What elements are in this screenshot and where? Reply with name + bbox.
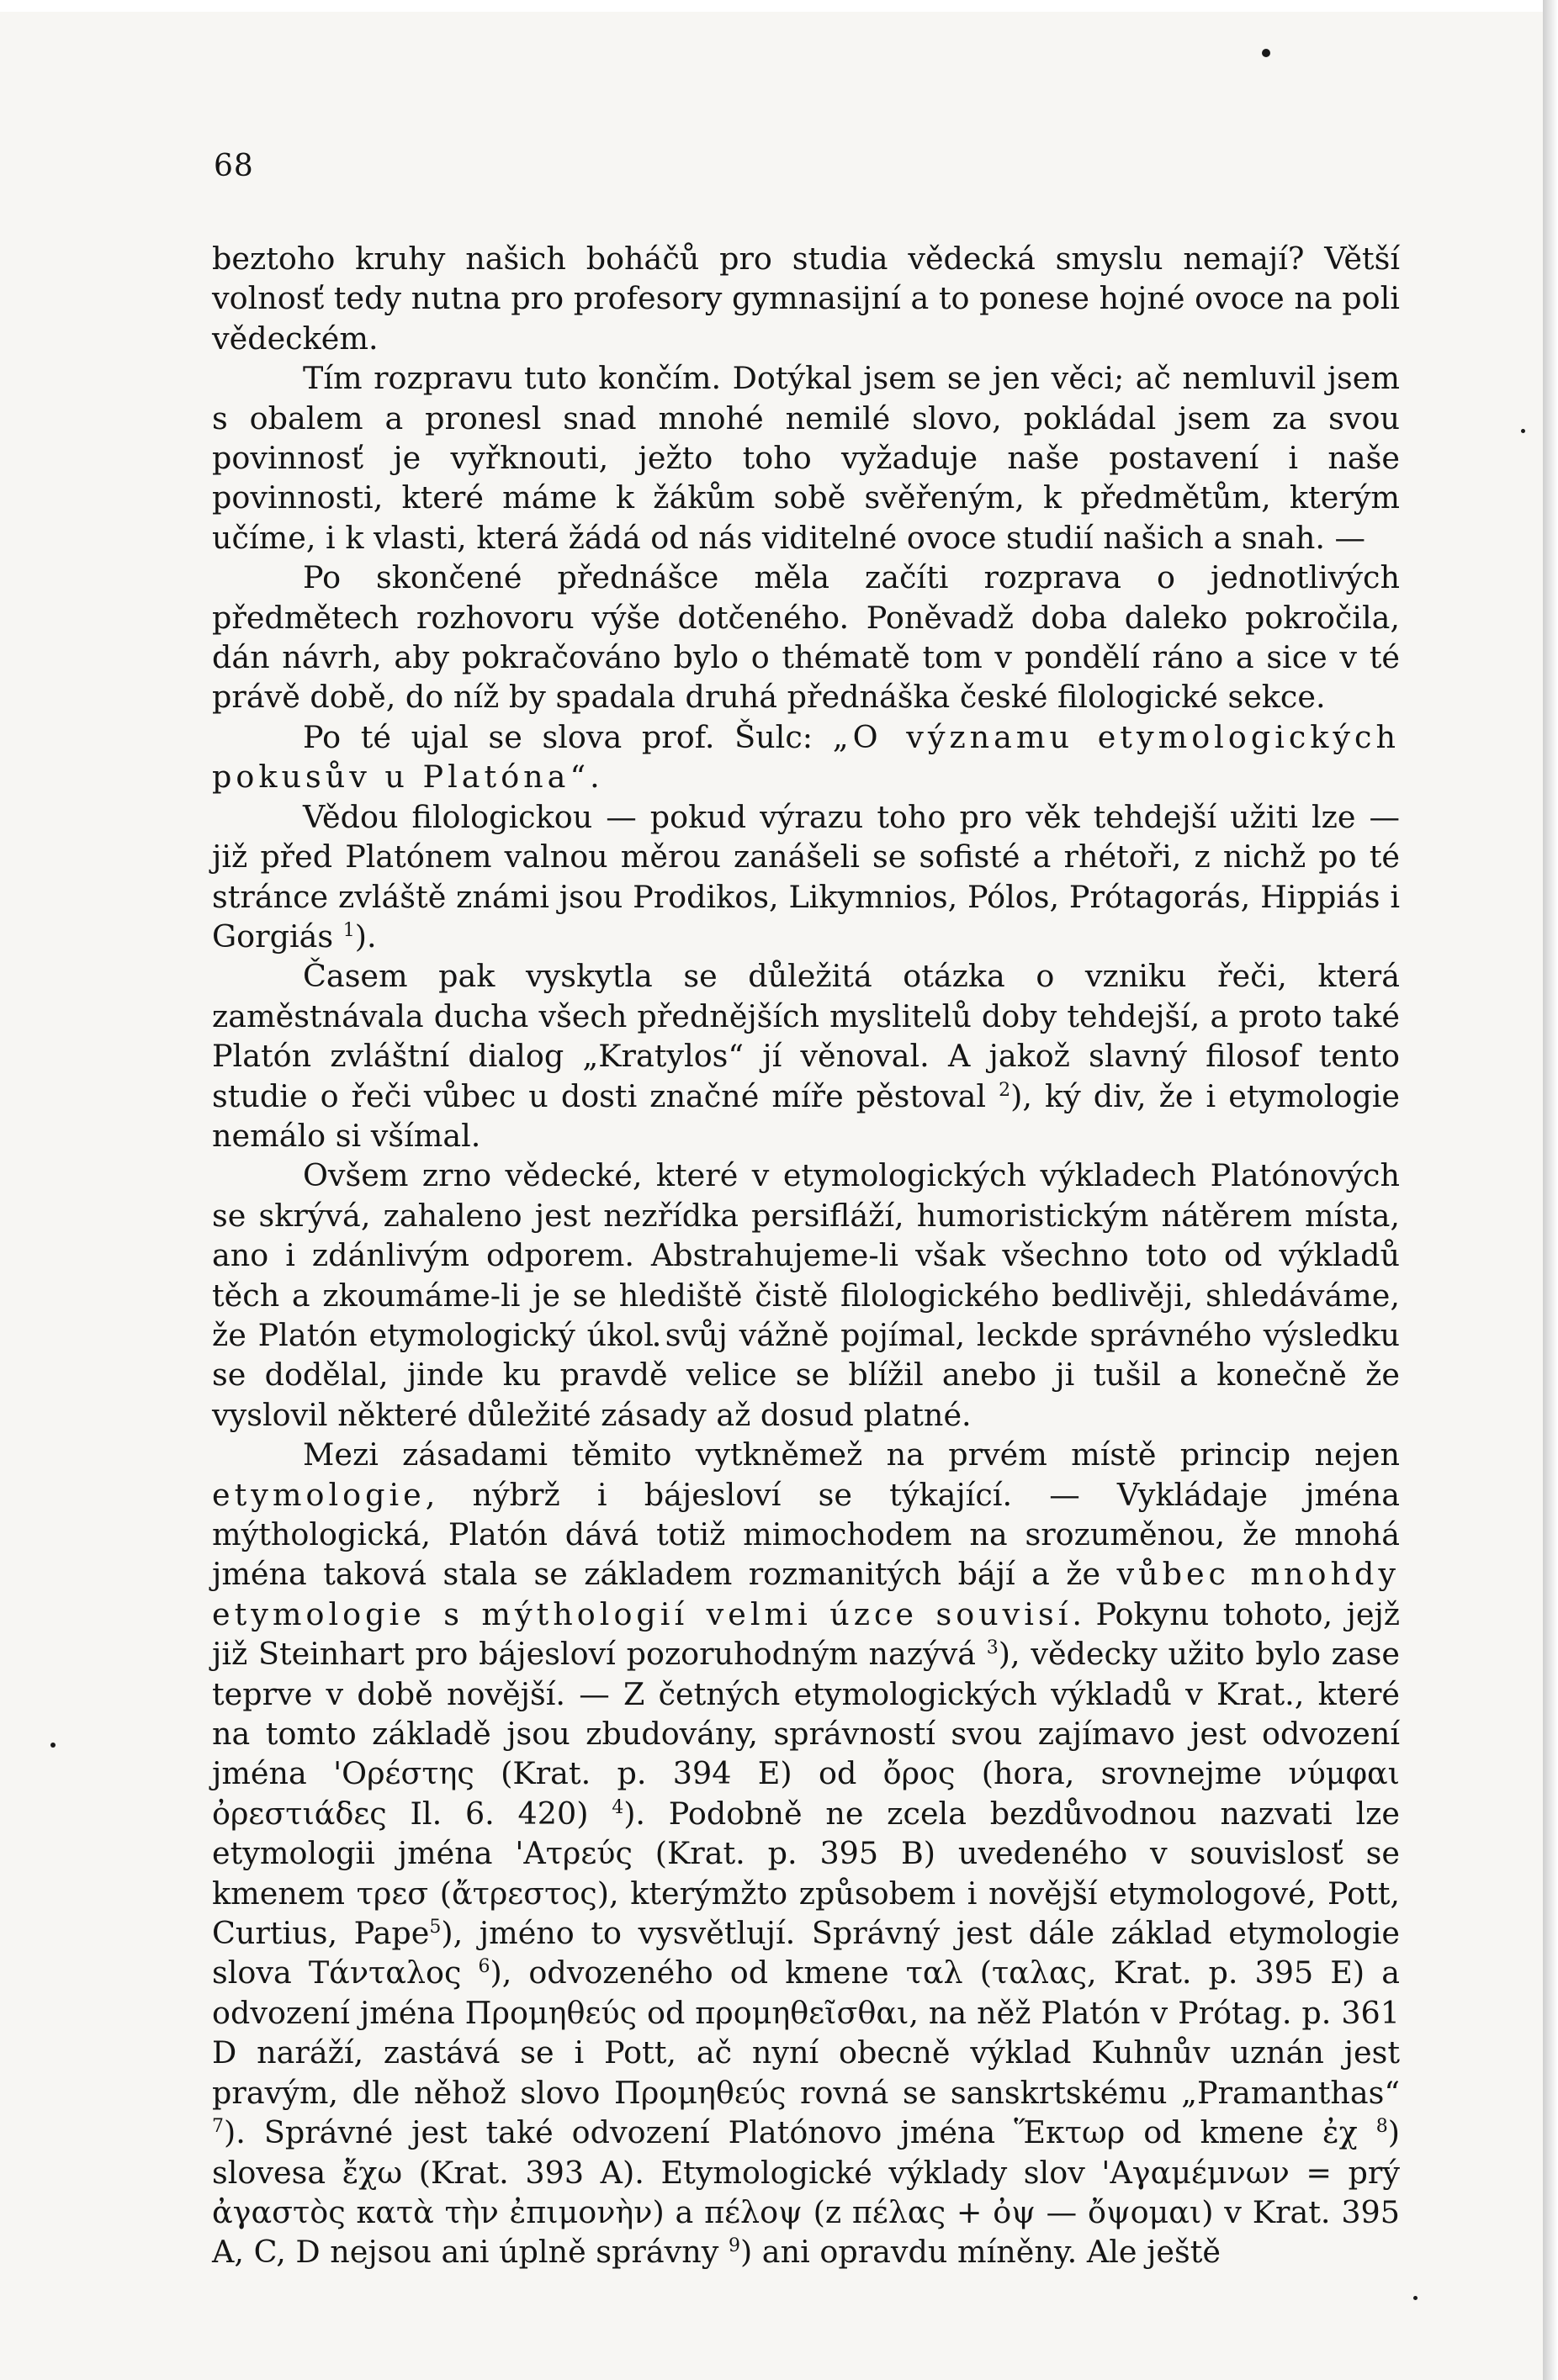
footnote-ref: 8 bbox=[1375, 2115, 1388, 2137]
footnote-ref: 6 bbox=[478, 1956, 490, 1978]
emphasis: vůbec mnohdy etymologie s mýthologií velmi úzce souvisí bbox=[212, 1556, 1400, 1632]
page-number: 68 bbox=[214, 149, 254, 183]
lecture-title: „O významu etymologických pokusův u Platóna“. bbox=[212, 718, 1400, 796]
footnote-ref: 1 bbox=[342, 919, 355, 941]
scan-right-edge bbox=[1543, 0, 1558, 2380]
footnote-ref: 5 bbox=[429, 1916, 442, 1938]
footnote-ref: 3 bbox=[986, 1637, 999, 1659]
footnote-ref: 2 bbox=[999, 1079, 1011, 1101]
paragraph: Vědou filologickou — pokud výrazu toho pro věk tehdejší užiti lze — již před Platónem valnou měrou zanášeli se sofisté a rhétoři, z nichž po té stránce zvláště známi jsou Prodikos, Likymnios, Pólos, Prótagorás, Hippiás i Gorgiás $^1$). bbox=[212, 798, 1400, 955]
emphasis: etymologie bbox=[212, 1476, 426, 1513]
ink-speck bbox=[1521, 429, 1525, 433]
ink-speck bbox=[50, 1743, 56, 1748]
paragraph: Časem pak vyskytla se důležitá otázka o vzniku řeči, která zaměstnávala ducha všech přednějších myslitelů doby tehdejší, a proto také Platón zvláštní dialog „Kratylos“ jí věnoval. A jakož slavný filosof tento studie o řeči vůbec u dosti značné míře pěstoval $^2$), ký div, že i etymologie nemálo si všímal. bbox=[212, 958, 1400, 1154]
footnote-ref: 4 bbox=[612, 1796, 624, 1818]
paragraph: beztoho kruhy našich boháčů pro studia vědecká smyslu nemají? Větší volnosť tedy nutna pro profesory gymnasijní a to ponese hojné ovoce na poli vědeckém. bbox=[212, 241, 1400, 357]
paragraph: Tím rozpravu tuto končím. Dotýkal jsem se jen věci; ač nemluvil jsem s obalem a pronesl snad mnohé nemilé slovo, pokládal jsem za svou povinnosť je vyřknouti, ježto toho vyžaduje naše postavení i naše povinnosti, které máme k žákům sobě svěřeným, k předmětům, kterým učíme, i k vlasti, která žádá od nás viditelné ovoce studií našich a snah. — bbox=[212, 360, 1400, 556]
scan-top-edge bbox=[0, 0, 1558, 12]
lecture-intro: Po té ujal se slova prof. Šulc: bbox=[303, 718, 833, 755]
footnote-ref: 9 bbox=[728, 2235, 740, 2257]
ink-speck bbox=[1262, 49, 1270, 57]
footnote-ref: 7 bbox=[212, 2115, 224, 2137]
lecture-announcement bbox=[212, 717, 1400, 797]
paragraph: Mezi zásadami těmito vytkněmež na prvém místě princip nejen etymologie, nýbrž i bájesloví se týkající. — Vykládaje jména mýthologická, Platón dává totiž mimochodem na srozuměnou, že mnohá jména taková stala se základem rozmanitých bájí a že vůbec mnohdy etymologie s mýthologií velmi úzce souvisí. Pokynu tohoto, jejž již Steinhart pro bájesloví pozoruhodným nazývá $^3$), vědecky užito bylo zase teprve v době novější. — Z četných etymologických výkladů v Krat., které na tomto základě jsou zbudovány, správností svou zajímavo jest odvození jména 'Ορέστης (Krat. p. 394 E) od ὄρος (hora, srovnejme νύμφαι ὀρεστιάδες Il. 6. 420) $^4$). Podobně ne zcela bezdůvodnou nazvati lze etymologii jména 'Ατρεύς (Krat. p. 395 B) uvedeného v souvislosť se kmenem τρεσ (ἄτρεστος), kterýmžto způsobem i novější etymologové, Pott, Curtius, Pape$^5$), jméno to vysvětlují. Správný jest dále základ etymologie slova Τάνταλος $^6$), odvozeného od kmene ταλ (ταλας, Krat. p. 395 E) a odvození jména Προμηθεύς od προμηθεῖσθαι, na něž Platón v Prótag. p. 361 D naráží, zastává se i Pott, ač nyní obecně výklad Kuhnův uznán jest pravým, dle něhož slovo Προμηθεύς rovná se sanskrtskému „Pramanthas“ $^7$). Správné jest také odvození Platónovo jména Ἕκτωρ od kmene ἐχ $^8$) slovesa ἔχω (Krat. 393 A). Etymologické výklady slov 'Αγαμέμνων = prý ἀγαστὸς κατὰ τὴν ἐπιμονὴν) a πέλοψ (z πέλας + ὀψ — ὄψομαι) v Krat. 395 A, C, D nejsou ani úplně správny $^9$) ani opravdu míněny. Ale ještě bbox=[212, 1436, 1401, 2271]
page-body bbox=[212, 239, 1400, 2272]
ink-speck bbox=[1413, 2296, 1418, 2300]
paragraph: Po skončené přednášce měla začíti rozprava o jednotlivých předmětech rozhovoru výše dotčeného. Poněvadž doba daleko pokročila, dán návrh, aby pokračováno bylo o thématě tom v pondělí ráno a sice v té právě době, do níž by spadala druhá přednáška české filologické sekce. bbox=[212, 559, 1400, 716]
paragraph: Ovšem zrno vědecké, které v etymologických výkladech Platónových se skrývá, zahaleno jest nezřídka persifláží, humoristickým nátěrem místa, ano i zdánlivým odporem. Abstrahujeme-li však všechno toto od výkladů těch a zkoumáme-li je se hlediště čistě filologického bedlivěji, shledáváme, že Platón etymologický úkol svůj vážně pojímal, leckde správného výsledku se dodělal, jinde ku pravdě velice se blížil anebo ji tušil a konečně že vyslovil některé důležité zásady až dosud platné. bbox=[212, 1157, 1400, 1433]
